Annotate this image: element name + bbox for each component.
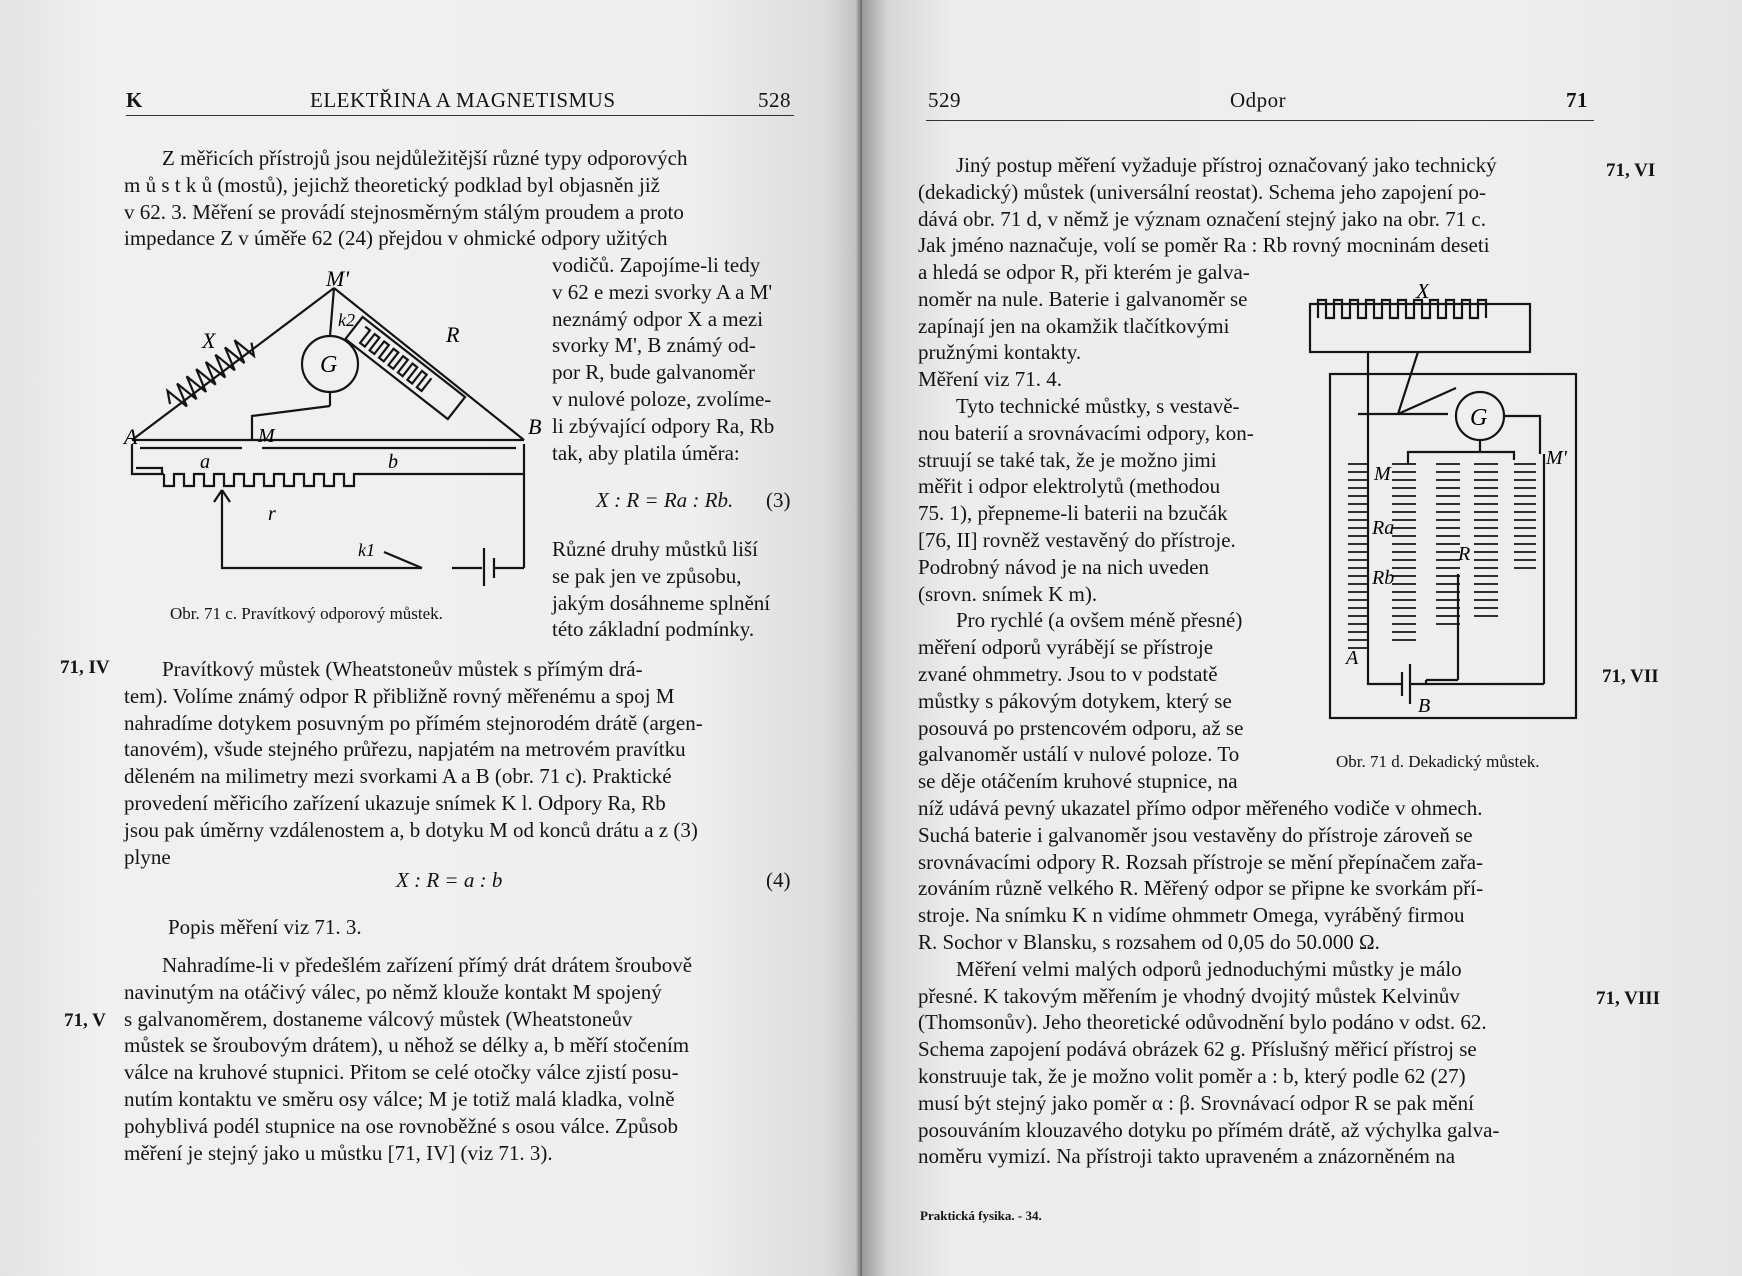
- line: přesné. K takovým měřením je vhodný dvojitý můstek Kelvinův: [918, 983, 1460, 1008]
- fig-label-k1: k1: [358, 540, 375, 560]
- line: tanovém), všude stejného průřezu, napjatém na metrovém pravítku: [124, 737, 686, 762]
- line: [76, II] rovněž vestavěný do přístroje.: [918, 527, 1236, 552]
- line: v nulové poloze, zvolíme-: [552, 386, 772, 411]
- figure-71d-caption: Obr. 71 d. Dekadický můstek.: [1336, 752, 1540, 771]
- line: (Thomsonův). Jeho theoretické odůvodnění bylo podáno v odst. 62.: [918, 1010, 1487, 1035]
- line: Pravítkový můstek (Wheatstoneův můstek s přímým drá-: [162, 657, 643, 681]
- line: Různé druhy můstků liší: [552, 537, 758, 561]
- line: Nahradíme-li v předešlém zařízení přímý drát drátem šroubově: [162, 953, 693, 977]
- line: Z měřicích přístrojů jsou nejdůležitější různé typy odporových: [162, 146, 688, 170]
- line: nahradíme dotykem posuvným po přímém stejnorodém drátě (argen-: [124, 710, 703, 735]
- fig-d-label-Ra: Ra: [1372, 517, 1395, 539]
- line: Podrobný návod je na nich uveden: [918, 554, 1210, 579]
- left-side-text: [552, 252, 794, 466]
- line: provedení měřicího zařízení ukazuje snímek K l. Odpory Ra, Rb: [124, 790, 666, 815]
- left-intro: [124, 145, 794, 252]
- line: s galvanoměrem, dostaneme válcový můstek (Wheatstoneův: [124, 1006, 633, 1031]
- left-header-page: 528: [758, 88, 791, 112]
- line: dává obr. 71 d, v němž je význam označení stejný jako na obr. 71 c.: [918, 206, 1486, 231]
- line: v 62 e mezi svorky A a M': [552, 279, 773, 304]
- right-bottom-text: [918, 795, 1594, 1170]
- figure-71c-caption: Obr. 71 c. Pravítkový odporový můstek.: [170, 604, 443, 623]
- margin-tag-71-viii: 71, VIII: [1596, 988, 1661, 1009]
- fig-d-label-B: B: [1418, 695, 1431, 717]
- line: Měření velmi malých odporů jednoduchými můstky je málo: [956, 956, 1462, 981]
- line: Tyto technické můstky, s vestavě-: [956, 393, 1240, 418]
- line: navinutým na otáčivý válec, po němž klouže kontakt M spojený: [124, 979, 662, 1004]
- line: děleném na milimetry mezi svorkami A a B (obr. 71 c). Praktické: [124, 764, 672, 789]
- right-header-code: 71: [1566, 88, 1588, 112]
- fig-label-A: A: [124, 424, 138, 449]
- line: svorky M', B známý od-: [552, 333, 756, 358]
- line: se pak jen ve způsobu,: [552, 563, 742, 588]
- right-side-text: [918, 259, 1292, 795]
- left-para-v: [124, 952, 794, 1166]
- line: pohyblivá podél stupnice na ose rovnoběžné s osou válce. Způsob: [124, 1113, 679, 1138]
- line: impedance Z v úměře 62 (24) přejdou v ohmické odpory užitých: [124, 226, 668, 251]
- fig-d-label-G: G: [1470, 405, 1488, 431]
- fig-label-a: a: [200, 451, 210, 473]
- line: noměr na nule. Baterie i galvanoměr se: [918, 286, 1248, 311]
- line: tem). Volíme známý odpor R přibližně rovný měřenému a spoj M: [124, 683, 675, 708]
- line: konstruuje tak, že je možno volit poměr a : b, který podle 62 (27): [918, 1063, 1466, 1088]
- figure-71c-diagram: [122, 268, 542, 594]
- line: tak, aby platila úměra:: [552, 440, 740, 465]
- fig-d-label-Rb: Rb: [1372, 567, 1395, 589]
- line: por R, bude galvanoměr: [552, 360, 755, 385]
- left-para-iv: [124, 656, 794, 870]
- line: Jiný postup měření vyžaduje přístroj označovaný jako technický: [956, 153, 1497, 177]
- left-side-text-2: [552, 536, 794, 643]
- line: válce na kruhové stupnici. Přitom se celé otočky válce zjistí posu-: [124, 1060, 679, 1085]
- line: se děje otáčením kruhové stupnice, na: [918, 769, 1238, 794]
- line: níž udává pevný ukazatel přímo odpor měřeného vodiče v ohmech.: [918, 796, 1483, 820]
- line: galvanoměr ustálí v nulové poloze. To: [918, 742, 1240, 767]
- right-page: [862, 0, 1742, 1276]
- fig-label-b: b: [388, 451, 398, 473]
- right-header-rule: [926, 120, 1594, 121]
- fig-label-X: X: [202, 328, 216, 353]
- equation-4: X : R = a : b: [396, 868, 503, 892]
- equation-3-number: (3): [766, 488, 791, 512]
- line: (dekadický) můstek (universální reostat). Schema jeho zapojení po-: [918, 179, 1486, 204]
- fig-label-G: G: [320, 352, 338, 378]
- right-header-title: Odpor: [1230, 88, 1287, 112]
- line: Schema zapojení podává obrázek 62 g. Příslušný měřicí přístroj se: [918, 1037, 1477, 1062]
- line: R. Sochor v Blansku, s rozsahem od 0,05 do 50.000 Ω.: [918, 929, 1380, 954]
- line: Měření viz 71. 4.: [918, 367, 1063, 392]
- margin-tag-71-vi: 71, VI: [1606, 160, 1656, 181]
- line: Jak jméno naznačuje, volí se poměr Ra : Rb rovný mocninám deseti: [918, 233, 1490, 258]
- margin-tag-71-vii: 71, VII: [1602, 666, 1659, 687]
- fig-d-label-R: R: [1458, 543, 1471, 565]
- line: můstek se šroubovým drátem), u něhož se délky a, b měří stočením: [124, 1033, 690, 1058]
- line: li zbývající odpory Ra, Rb: [552, 413, 775, 438]
- line: m ů s t k ů (mostů), jejichž theoretický podklad byl objasněn již: [124, 172, 660, 197]
- fig-label-M: M: [258, 425, 275, 447]
- page-footer: Praktická fysika. - 34.: [920, 1208, 1042, 1223]
- line: měření je stejný jako u můstku [71, IV] (viz 71. 3).: [124, 1140, 553, 1165]
- line: stroje. Na snímku K n vidíme ohmmetr Omega, vyráběný firmou: [918, 903, 1465, 928]
- line: zováním různě velkého R. Měřený odpor se připne ke svorkám pří-: [918, 876, 1484, 901]
- line: posouvá po prstencovém odporu, až se: [918, 715, 1244, 740]
- line: této základní podmínky.: [552, 617, 755, 642]
- left-header-code: K: [126, 88, 143, 112]
- left-popis: Popis měření viz 71. 3.: [168, 915, 362, 939]
- margin-tag-71-iv: 71, IV: [60, 657, 110, 678]
- figure-71d-diagram: [1308, 284, 1588, 744]
- line: vodičů. Zapojíme-li tedy: [552, 253, 761, 277]
- line: srovnávacími odpory R. Rozsah přístroje se mění přepínačem zařa-: [918, 849, 1484, 874]
- fig-d-label-X: X: [1416, 284, 1430, 303]
- equation-3: X : R = Ra : Rb.: [596, 488, 734, 512]
- line: neznámý odpor X a mezi: [552, 306, 764, 331]
- fig-d-label-A: A: [1346, 647, 1359, 669]
- fig-label-r: r: [268, 503, 276, 525]
- equation-4-number: (4): [766, 868, 791, 892]
- line: (srovn. snímek K m).: [918, 581, 1098, 606]
- line: nou baterií a srovnávacími odpory, kon-: [918, 420, 1254, 445]
- margin-tag-71-v: 71, V: [64, 1010, 106, 1031]
- line: Pro rychlé (a ovšem méně přesné): [956, 608, 1243, 633]
- line: v 62. 3. Měření se provádí stejnosměrným stálým proudem a proto: [124, 199, 684, 224]
- line: noměru vymizí. Na přístroji takto upraveném a znázorněném na: [918, 1144, 1456, 1169]
- line: pružnými kontakty.: [918, 340, 1082, 365]
- line: jakým dosáhneme splnění: [552, 590, 771, 615]
- fig-label-R: R: [446, 322, 460, 347]
- line: jsou pak úměrny vzdálenostem a, b dotyku M od konců drátu a z (3): [124, 817, 698, 842]
- line: měřit i odpor elektrolytů (methodou: [918, 474, 1221, 499]
- fig-label-k2: k2: [338, 310, 355, 330]
- line: zvané ohmmetry. Jsou to v podstatě: [918, 661, 1218, 686]
- fig-label-M1: M': [326, 268, 350, 291]
- line: posouváním klouzavého dotyku po přímém drátě, až výchylka galva-: [918, 1117, 1500, 1142]
- line: plyne: [124, 844, 171, 869]
- line: musí být stejný jako poměr α : β. Srovnávací odpor R se pak mění: [918, 1090, 1474, 1115]
- line: 75. 1), přepneme-li baterii na bzučák: [918, 501, 1228, 526]
- left-header-rule: [126, 115, 794, 116]
- line: Suchá baterie i galvanoměr jsou vestavěny do přístroje zároveň se: [918, 822, 1473, 847]
- right-header-page: 529: [928, 88, 961, 112]
- fig-d-label-M: M: [1374, 463, 1391, 485]
- left-header-title: ELEKTŘINA A MAGNETISMUS: [310, 88, 616, 112]
- fig-label-B: B: [528, 414, 542, 439]
- fig-d-label-M1: M': [1546, 447, 1567, 469]
- left-page: [0, 0, 862, 1276]
- line: můstky s pákovým dotykem, který se: [918, 688, 1232, 713]
- line: nutím kontaktu ve směru osy válce; M je totiž malá kladka, volně: [124, 1086, 675, 1111]
- line: a hledá se odpor R, při kterém je galva-: [918, 260, 1250, 284]
- line: měření odporů vyrábějí se přístroje: [918, 635, 1214, 660]
- line: zapínají jen na okamžik tlačítkovými: [918, 313, 1230, 338]
- line: struují se také tak, že je možno jimi: [918, 447, 1217, 472]
- right-top-text: [918, 152, 1594, 259]
